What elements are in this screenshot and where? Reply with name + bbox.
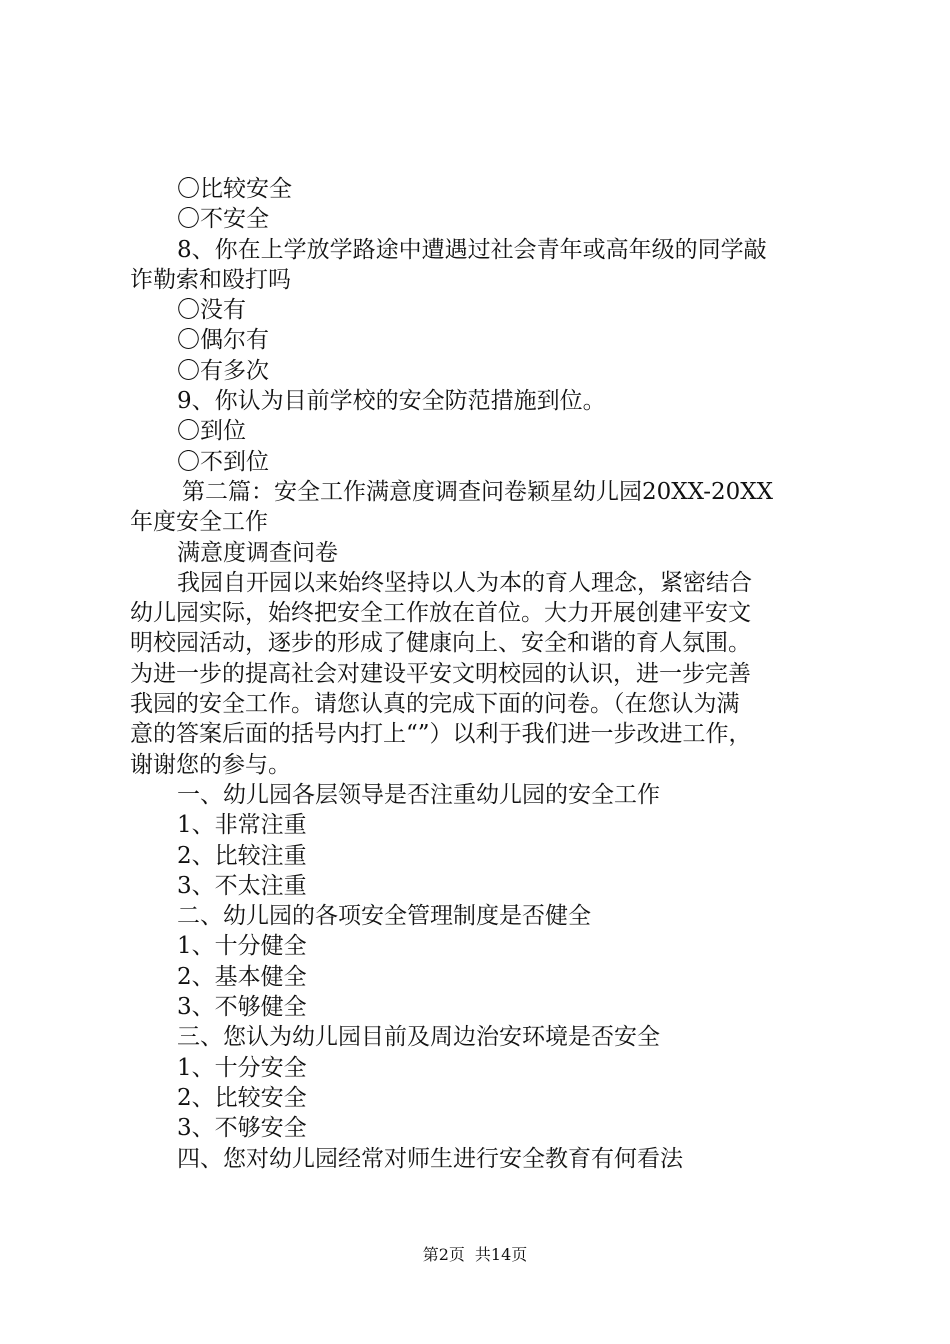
text-line: 〇比较安全 bbox=[177, 176, 292, 202]
option-line: 2、比较注重 bbox=[177, 842, 307, 869]
option-line: 3、不太注重 bbox=[177, 872, 307, 899]
text-line: 谢谢您的参与。 bbox=[130, 751, 291, 778]
option-line: 1、十分健全 bbox=[177, 933, 307, 960]
option-line: 3、不够安全 bbox=[177, 1115, 307, 1142]
option-line: 3、不够健全 bbox=[177, 994, 307, 1021]
option-line: 1、非常注重 bbox=[177, 812, 307, 839]
text-line: 明校园活动，逐步的形成了健康向上、安全和谐的育人氛围。 bbox=[130, 630, 751, 657]
question-line: 一、幼儿园各层领导是否注重幼儿园的安全工作 bbox=[177, 781, 660, 808]
page-footer bbox=[0, 1244, 950, 1266]
question-line: 二、幼儿园的各项安全管理制度是否健全 bbox=[177, 903, 591, 930]
question-line: 三、您认为幼儿园目前及周边治安环境是否安全 bbox=[177, 1024, 660, 1051]
text-line: 〇没有 bbox=[177, 297, 246, 324]
text-line: 8、你在上学放学路途中遭遇过社会青年或高年级的同学敲 bbox=[177, 236, 767, 263]
section-heading: 第二篇：安全工作满意度调查问卷颖星幼儿园20XX-20XX bbox=[182, 478, 773, 505]
option-line: 2、比较安全 bbox=[177, 1084, 307, 1111]
text-line: 诈勒索和殴打吗 bbox=[130, 266, 291, 293]
text-line: 〇有多次 bbox=[177, 357, 269, 384]
text-line: 〇不安全 bbox=[177, 206, 269, 233]
option-line: 2、基本健全 bbox=[177, 963, 307, 990]
text-line: 〇偶尔有 bbox=[177, 327, 269, 354]
text-line: 我园的安全工作。请您认真的完成下面的问卷。（在您认为满 bbox=[130, 691, 740, 718]
document-body bbox=[130, 174, 840, 1174]
page-total: 共14页 bbox=[474, 1245, 528, 1264]
text-line: 为进一步的提高社会对建设平安文明校园的认识，进一步完善 bbox=[130, 660, 751, 687]
option-line: 1、十分安全 bbox=[177, 1054, 307, 1081]
text-line: 〇不到位 bbox=[177, 448, 269, 475]
question-line: 四、您对幼儿园经常对师生进行安全教育有何看法 bbox=[177, 1145, 683, 1172]
text-line: 〇到位 bbox=[177, 418, 246, 445]
text-line: 9、你认为目前学校的安全防范措施到位。 bbox=[177, 388, 606, 415]
survey-title: 满意度调查问卷 bbox=[177, 539, 338, 566]
page-number: 第2页 bbox=[422, 1245, 465, 1264]
text-line: 幼儿园实际，始终把安全工作放在首位。大力开展创建平安文 bbox=[130, 600, 751, 627]
text-line: 意的答案后面的括号内打上“”）以利于我们进一步改进工作， bbox=[130, 721, 752, 748]
text-line: 我园自开园以来始终坚持以人为本的育人理念，紧密结合 bbox=[177, 569, 752, 596]
section-heading-cont: 年度安全工作 bbox=[130, 509, 268, 536]
